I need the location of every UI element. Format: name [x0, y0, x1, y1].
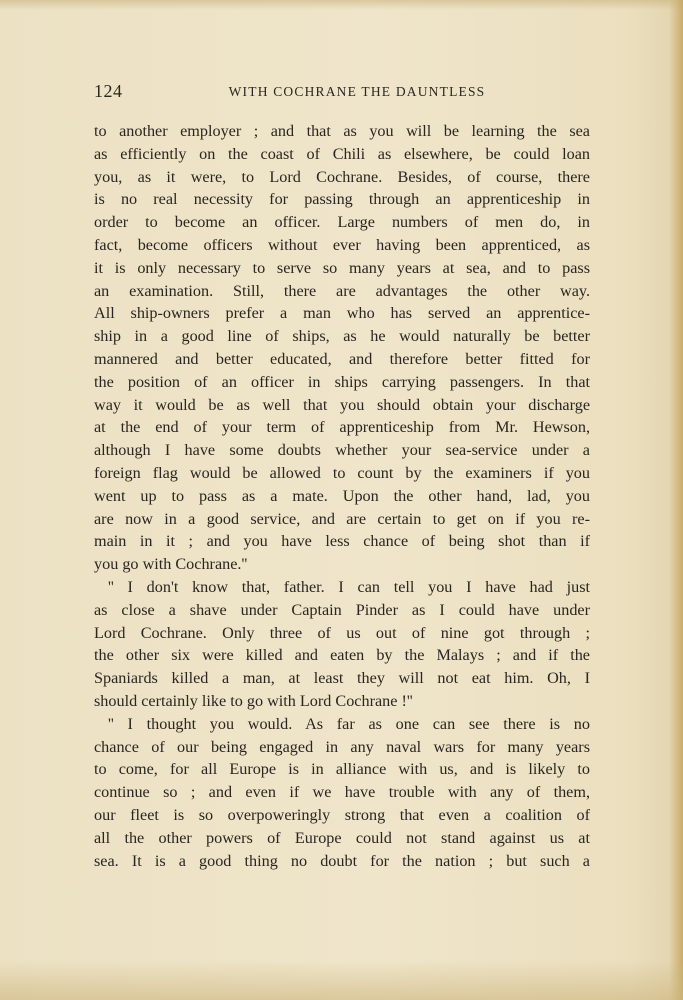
text-line: the position of an officer in ships carrying passengers. In that [94, 372, 590, 391]
text-line: as close a shave under Captain Pinder as I could have under [94, 600, 590, 619]
text-line: foreign flag would be allowed to count by the examiners if you [94, 463, 590, 482]
text-line: it is only necessary to serve so many years at sea, and to pass [94, 258, 590, 277]
text-line: All ship-owners prefer a man who has served an apprentice- [94, 304, 590, 323]
text-line: as efficiently on the coast of Chili as elsewhere, be could loan [94, 144, 590, 163]
text-line: are now in a good service, and are certain to get on if you re- [94, 509, 590, 528]
text-line: is no real necessity for passing through an apprenticeship in [94, 190, 590, 209]
text-line: fact, become officers without ever having been apprenticed, as [94, 235, 590, 254]
page-edge-top [0, 0, 683, 10]
text-line: although I have some doubts whether your sea-service under a [94, 441, 590, 460]
page-header [94, 81, 590, 105]
text-line: should certainly like to go with Lord Cochrane !'' [94, 691, 413, 710]
text-line: an examination. Still, there are advantages the other way. [94, 281, 590, 300]
page-edge-right [669, 0, 683, 1000]
text-line: all the other powers of Europe could not stand against us at [94, 828, 590, 847]
text-line: at the end of your term of apprenticeship from Mr. Hewson, [94, 418, 590, 437]
text-line: order to become an officer. Large numbers of men do, in [94, 213, 590, 232]
text-line: way it would be as well that you should obtain your discharge [94, 395, 590, 414]
text-line: chance of our being engaged in any naval wars for many years [94, 737, 590, 756]
text-line: Spaniards killed a man, at least they will not eat him. Oh, I [94, 669, 590, 688]
text-line: '' I don't know that, father. I can tell you I have had just [108, 577, 590, 596]
text-line: our fleet is so overpoweringly strong that even a coalition of [94, 805, 590, 824]
text-line: to another employer ; and that as you will be learning the sea [94, 122, 590, 140]
text-line: the other six were killed and eaten by the Malays ; and if the [94, 646, 590, 665]
body-text [94, 120, 590, 872]
text-line: you go with Cochrane.'' [94, 555, 248, 574]
text-line: main in it ; and you have less chance of being shot than if [94, 532, 590, 551]
text-line: '' I thought you would. As far as one can see there is no [108, 714, 590, 733]
text-line: sea. It is a good thing no doubt for the nation ; but such a [94, 851, 590, 870]
text-line: continue so ; and even if we have trouble with any of them, [94, 783, 590, 802]
text-line: Lord Cochrane. Only three of us out of nine got through ; [94, 623, 590, 642]
text-line: went up to pass as a mate. Upon the other hand, lad, you [94, 486, 590, 505]
text-line: ship in a good line of ships, as he would naturally be better [94, 327, 590, 346]
text-line: to come, for all Europe is in alliance with us, and is likely to [94, 760, 590, 779]
text-line: mannered and better educated, and therefore better fitted for [94, 349, 590, 368]
page-number: 124 [94, 81, 123, 101]
running-head: WITH COCHRANE THE DAUNTLESS [228, 84, 486, 99]
text-line: you, as it were, to Lord Cochrane. Besides, of course, there [94, 167, 590, 186]
page-edge-bottom [0, 960, 683, 1000]
